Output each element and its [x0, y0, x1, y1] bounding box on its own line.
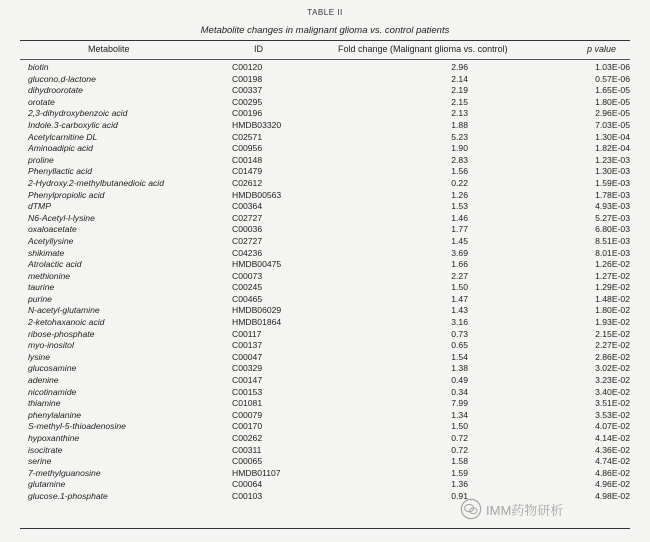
cell-id: C00170 [232, 421, 263, 432]
cell-fold-change: 0.34 [451, 386, 468, 397]
cell-p-value: 4.14E-02 [595, 433, 630, 443]
cell-id: HMDB01864 [232, 317, 282, 328]
cell-p-value: 1.59E-03 [595, 177, 630, 188]
cell-p-value: 7.03E-05 [595, 119, 630, 130]
cell-metabolite: myo-inositol [28, 340, 74, 351]
table-row [20, 271, 630, 283]
cell-id: C00329 [232, 363, 263, 374]
cell-metabolite: 2,3-dihydroxybenzoic acid [28, 108, 128, 119]
table-row [20, 421, 630, 433]
cell-metabolite: N-acetyl-glutamine [28, 305, 100, 316]
cell-p-value: 3.40E-02 [595, 386, 630, 397]
cell-p-value: 1.78E-03 [595, 189, 630, 200]
cell-fold-change: 0.72 [451, 444, 468, 455]
cell-metabolite: dihydroorotate [28, 85, 83, 96]
table-row [20, 387, 630, 399]
cell-id: C02571 [232, 131, 263, 142]
cell-metabolite: orotate [28, 96, 55, 107]
cell-id: C02612 [232, 177, 263, 188]
cell-id: C00137 [232, 340, 263, 351]
cell-fold-change: 1.88 [451, 119, 468, 130]
cell-fold-change: 1.45 [451, 235, 468, 246]
cell-id: C00120 [232, 62, 263, 72]
cell-fold-change: 1.34 [451, 409, 468, 420]
cell-metabolite: glucosamine [28, 363, 77, 374]
cell-metabolite: glucose.1-phosphate [28, 490, 108, 501]
wechat-icon [460, 498, 482, 520]
cell-p-value: 2.15E-02 [595, 328, 630, 339]
cell-id: HMDB00563 [232, 189, 282, 200]
cell-p-value: 1.26E-02 [595, 259, 630, 270]
cell-metabolite: 2-Hydroxy.2-methylbutanedioic acid [28, 177, 164, 188]
cell-p-value: 2.27E-02 [595, 340, 630, 351]
cell-metabolite: shikimate [28, 247, 65, 258]
cell-p-value: 4.86E-02 [595, 467, 630, 478]
watermark [460, 498, 563, 520]
cell-metabolite: Acetyllysine [28, 235, 74, 246]
cell-metabolite: phenylalanine [28, 409, 82, 420]
cell-metabolite: oxaloacetate [28, 224, 77, 235]
table-row [20, 62, 630, 74]
header-metabolite: Metabolite [88, 44, 130, 54]
cell-p-value: 4.36E-02 [595, 444, 630, 455]
cell-p-value: 3.02E-02 [595, 363, 630, 374]
cell-id: C04236 [232, 247, 263, 258]
cell-metabolite: Indole.3-carboxylic acid [28, 119, 118, 130]
cell-fold-change: 0.65 [451, 340, 468, 351]
table-row [20, 108, 630, 120]
cell-fold-change: 1.43 [451, 305, 468, 316]
cell-id: C02727 [232, 235, 263, 246]
cell-metabolite: ribose-phosphate [28, 328, 95, 339]
cell-metabolite: 7-methylguanosine [28, 467, 101, 478]
watermark-text: IMM药物研析 [486, 502, 564, 518]
cell-metabolite: taurine [28, 282, 55, 293]
cell-id: HMDB06029 [232, 305, 282, 316]
cell-id: C02727 [232, 212, 263, 223]
table-row [20, 74, 630, 86]
cell-p-value: 4.96E-02 [595, 479, 630, 490]
table-row [20, 248, 630, 260]
cell-metabolite: S-methyl-5-thioadenosine [28, 421, 126, 432]
table-row [20, 329, 630, 341]
cell-p-value: 1.93E-02 [595, 317, 630, 328]
cell-fold-change: 2.27 [451, 270, 468, 281]
cell-id: C00147 [232, 375, 263, 386]
cell-fold-change: 0.22 [451, 177, 468, 188]
cell-fold-change: 1.58 [451, 456, 468, 467]
cell-fold-change: 3.16 [451, 317, 468, 328]
table-row [20, 166, 630, 178]
cell-p-value: 1.30E-04 [595, 131, 630, 142]
cell-fold-change: 2.96 [451, 62, 468, 72]
table-row [20, 410, 630, 422]
table-row [20, 352, 630, 364]
cell-metabolite: Atrolactic acid [28, 259, 82, 270]
cell-p-value: 3.23E-02 [595, 375, 630, 386]
cell-fold-change: 1.56 [451, 166, 468, 177]
cell-p-value: 1.27E-02 [595, 270, 630, 281]
table-row [20, 155, 630, 167]
cell-p-value: 2.86E-02 [595, 351, 630, 362]
cell-id: C00065 [232, 456, 263, 467]
cell-id: C00198 [232, 73, 263, 84]
cell-metabolite: Phenyllactic acid [28, 166, 93, 177]
cell-id: HMDB01107 [232, 467, 281, 478]
cell-fold-change: 1.50 [451, 282, 468, 293]
cell-metabolite: N6-Acetyl-l-lysine [28, 212, 95, 223]
table-row [20, 236, 630, 248]
table-label: TABLE II [307, 8, 343, 17]
cell-id: HMDB00475 [232, 259, 282, 270]
cell-id: C00117 [232, 328, 262, 339]
cell-metabolite: hypoxanthine [28, 433, 80, 443]
cell-metabolite: nicotinamide [28, 386, 77, 397]
cell-metabolite: Phenylpropiolic acid [28, 189, 105, 200]
cell-fold-change: 1.77 [451, 224, 468, 235]
cell-fold-change: 5.23 [451, 131, 468, 142]
cell-p-value: 3.51E-02 [595, 398, 630, 409]
table-row [20, 375, 630, 387]
cell-metabolite: Aminoadipic acid [28, 143, 93, 154]
cell-id: C01081 [232, 398, 263, 409]
cell-fold-change: 1.46 [451, 212, 468, 223]
cell-fold-change: 1.36 [451, 479, 468, 490]
cell-id: C00262 [232, 433, 263, 443]
table-row [20, 433, 630, 445]
header-rule [20, 59, 630, 60]
cell-fold-change: 0.91 [451, 490, 468, 501]
cell-id: C00196 [232, 108, 263, 119]
cell-fold-change: 2.14 [451, 73, 468, 84]
cell-p-value: 4.07E-02 [595, 421, 630, 432]
table-row [20, 201, 630, 213]
cell-metabolite: purine [28, 293, 52, 304]
table-row [20, 213, 630, 225]
table-row [20, 468, 630, 480]
cell-p-value: 2.96E-05 [595, 108, 630, 119]
cell-p-value: 1.23E-03 [595, 154, 630, 165]
cell-fold-change: 1.59 [451, 467, 468, 478]
table-row [20, 398, 630, 410]
cell-metabolite: adenine [28, 375, 59, 386]
table-body [20, 62, 630, 503]
cell-metabolite: lysine [28, 351, 50, 362]
table-row [20, 259, 630, 271]
table-row [20, 340, 630, 352]
cell-id: C00337 [232, 85, 263, 96]
cell-metabolite: Acetylcarnitine DL [28, 131, 98, 142]
cell-metabolite: biotin [28, 62, 49, 72]
cell-p-value: 4.98E-02 [595, 490, 630, 501]
cell-id: C00245 [232, 282, 263, 293]
cell-metabolite: glutamine [28, 479, 66, 490]
table-row [20, 132, 630, 144]
table-row [20, 305, 630, 317]
cell-p-value: 1.80E-05 [595, 96, 630, 107]
cell-metabolite: isocitrate [28, 444, 63, 455]
table-row [20, 363, 630, 375]
cell-metabolite: 2-ketohaxanoic acid [28, 317, 105, 328]
cell-p-value: 0.57E-06 [595, 73, 630, 84]
table-row [20, 317, 630, 329]
cell-id: C00079 [232, 409, 263, 420]
cell-metabolite: thiamine [28, 398, 61, 409]
cell-metabolite: serine [28, 456, 52, 467]
table-title: Metabolite changes in malignant glioma vs. control patients [200, 25, 450, 36]
cell-fold-change: 1.47 [451, 293, 468, 304]
cell-id: C00311 [232, 444, 262, 455]
header-id: ID [254, 44, 263, 54]
cell-p-value: 4.74E-02 [595, 456, 630, 467]
cell-id: C00364 [232, 201, 263, 212]
cell-metabolite: proline [28, 154, 54, 165]
table-row [20, 294, 630, 306]
header-p-value: p value [587, 44, 617, 54]
table-row [20, 190, 630, 202]
table-row [20, 456, 630, 468]
bottom-rule [20, 528, 630, 529]
cell-id: C00956 [232, 143, 263, 154]
cell-fold-change: 2.15 [451, 96, 468, 107]
cell-fold-change: 7.99 [451, 398, 468, 409]
cell-p-value: 1.80E-02 [595, 305, 630, 316]
cell-p-value: 1.65E-05 [595, 85, 630, 96]
table-header [20, 42, 630, 58]
cell-fold-change: 2.13 [451, 108, 468, 119]
cell-id: HMDB03320 [232, 119, 282, 130]
cell-p-value: 1.29E-02 [595, 282, 630, 293]
cell-p-value: 8.51E-03 [595, 235, 630, 246]
cell-p-value: 1.82E-04 [595, 143, 630, 154]
cell-p-value: 6.80E-03 [595, 224, 630, 235]
cell-id: C00465 [232, 293, 263, 304]
cell-metabolite: dTMP [28, 201, 51, 212]
cell-fold-change: 1.90 [451, 143, 468, 154]
cell-p-value: 8.01E-03 [595, 247, 630, 258]
cell-metabolite: methionine [28, 270, 71, 281]
cell-p-value: 5.27E-03 [595, 212, 630, 223]
cell-p-value: 1.03E-06 [595, 62, 630, 72]
top-rule [20, 40, 630, 41]
cell-fold-change: 1.26 [451, 189, 468, 200]
table-row [20, 282, 630, 294]
cell-id: C00064 [232, 479, 263, 490]
table-row [20, 120, 630, 132]
cell-fold-change: 1.66 [451, 259, 468, 270]
table-row [20, 178, 630, 190]
table-row [20, 224, 630, 236]
cell-id: C00073 [232, 270, 263, 281]
cell-fold-change: 0.72 [451, 433, 468, 443]
table-row [20, 143, 630, 155]
cell-id: C00153 [232, 386, 263, 397]
cell-p-value: 3.53E-02 [595, 409, 630, 420]
cell-fold-change: 2.83 [451, 154, 468, 165]
header-fold-change: Fold change (Malignant glioma vs. control) [338, 44, 508, 54]
cell-p-value: 1.48E-02 [595, 293, 630, 304]
table-row [20, 97, 630, 109]
cell-id: C00148 [232, 154, 263, 165]
cell-id: C00295 [232, 96, 263, 107]
cell-p-value: 1.30E-03 [595, 166, 630, 177]
cell-fold-change: 1.50 [451, 421, 468, 432]
cell-fold-change: 3.69 [451, 247, 468, 258]
table-row [20, 85, 630, 97]
cell-fold-change: 1.53 [451, 201, 468, 212]
cell-id: C00036 [232, 224, 263, 235]
cell-id: C01479 [232, 166, 263, 177]
cell-fold-change: 0.49 [451, 375, 468, 386]
cell-id: C00047 [232, 351, 263, 362]
cell-fold-change: 1.38 [451, 363, 468, 374]
table-row [20, 479, 630, 491]
cell-id: C00103 [232, 490, 263, 501]
cell-fold-change: 1.54 [451, 351, 468, 362]
cell-fold-change: 0.73 [451, 328, 468, 339]
cell-p-value: 4.93E-03 [595, 201, 630, 212]
cell-metabolite: glucono.d-lactone [28, 73, 96, 84]
table-row [20, 445, 630, 457]
cell-fold-change: 2.19 [451, 85, 468, 96]
